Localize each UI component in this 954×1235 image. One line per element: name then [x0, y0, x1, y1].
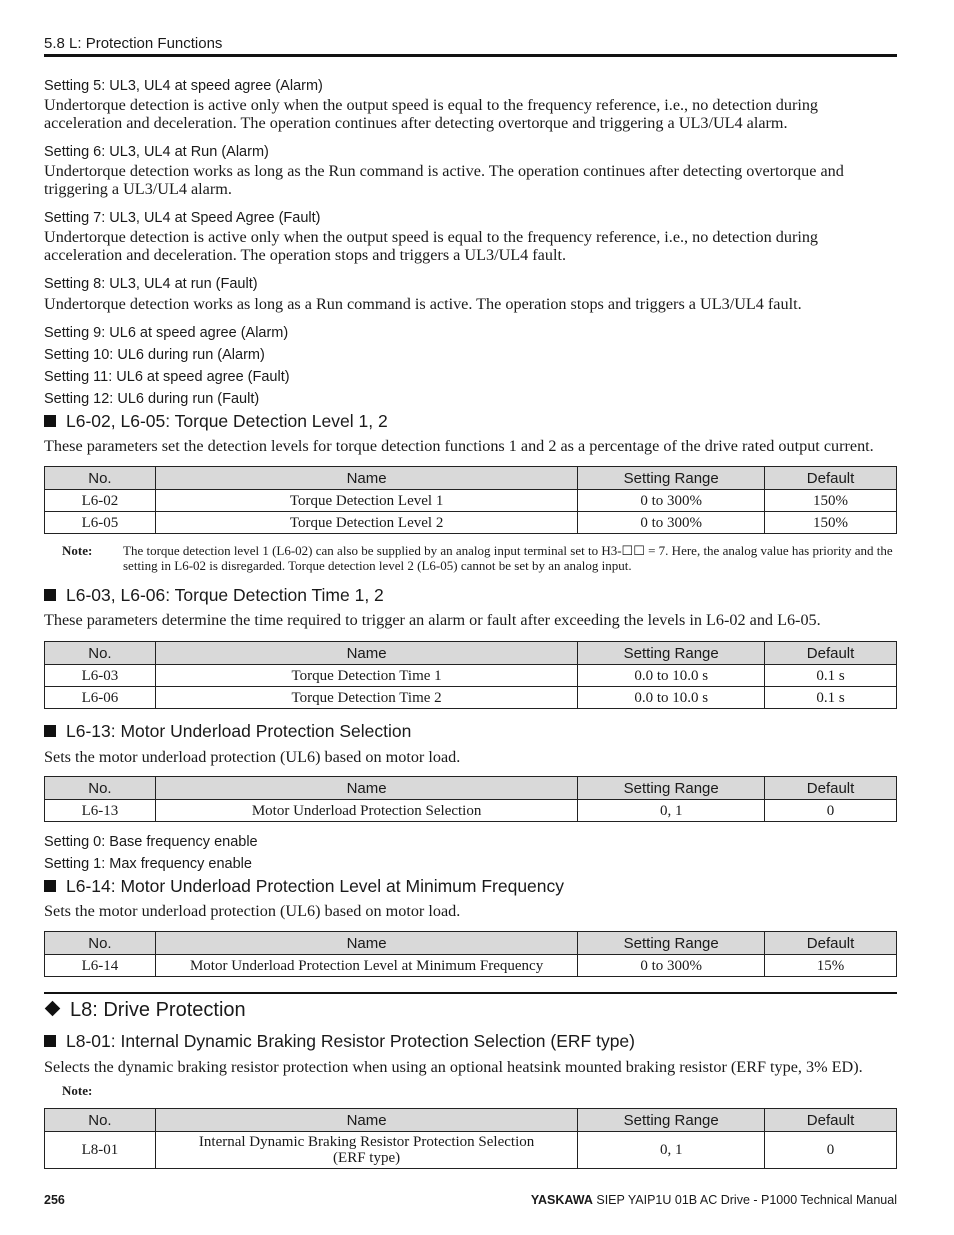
col-header-no: No. [45, 777, 156, 800]
setting-10-title: Setting 10: UL6 during run (Alarm) [44, 347, 265, 363]
col-header-default: Default [765, 932, 897, 955]
header-rule [44, 54, 897, 57]
diamond-bullet-icon [45, 1001, 61, 1017]
param-table-l6-02 [44, 466, 897, 534]
param-name: Torque Detection Level 1 [155, 490, 577, 512]
param-no: L6-05 [45, 512, 156, 534]
col-header-range: Setting Range [578, 1109, 765, 1132]
param-default: 0 [765, 800, 897, 822]
param-name-line-2: (ERF type) [333, 1150, 401, 1166]
param-table-l6-14 [44, 931, 897, 977]
param-no: L8-01 [45, 1132, 156, 1169]
setting-6-title: Setting 6: UL3, UL4 at Run (Alarm) [44, 144, 269, 160]
param-range: 0 to 300% [578, 490, 765, 512]
param-name [155, 1132, 577, 1169]
table-header-row [45, 1109, 897, 1132]
param-default: 15% [765, 955, 897, 977]
param-name: Torque Detection Time 2 [155, 687, 577, 709]
square-bullet-icon [44, 880, 56, 892]
col-header-no: No. [45, 467, 156, 490]
square-bullet-icon [44, 415, 56, 427]
param-table-l6-13 [44, 776, 897, 822]
setting-7-title: Setting 7: UL3, UL4 at Speed Agree (Fault) [44, 210, 321, 226]
table-row [45, 512, 897, 534]
param-default: 0.1 s [765, 665, 897, 687]
l6-13-intro: Sets the motor underload protection (UL6) based on motor load. [44, 748, 461, 766]
col-header-no: No. [45, 932, 156, 955]
page-number: 256 [44, 1193, 65, 1207]
l6-02-intro: These parameters set the detection levels for torque detection functions 1 and 2 as a percentage of the drive rated output current. [44, 437, 874, 455]
col-header-name: Name [155, 932, 577, 955]
param-name: Motor Underload Protection Level at Minimum Frequency [155, 955, 577, 977]
square-bullet-icon [44, 589, 56, 601]
param-default: 150% [765, 490, 897, 512]
heading-l6-14: L6-14: Motor Underload Protection Level at Minimum Frequency [44, 875, 897, 897]
param-range: 0.0 to 10.0 s [578, 665, 765, 687]
col-header-name: Name [155, 467, 577, 490]
param-no: L6-06 [45, 687, 156, 709]
param-name: Torque Detection Level 2 [155, 512, 577, 534]
param-name: Motor Underload Protection Selection [155, 800, 577, 822]
param-no: L6-14 [45, 955, 156, 977]
param-no: L6-02 [45, 490, 156, 512]
section-title: 5.8 L: Protection Functions [44, 35, 223, 52]
param-default: 0.1 s [765, 687, 897, 709]
table-row [45, 490, 897, 512]
table-header-row [45, 777, 897, 800]
table-header-row [45, 642, 897, 665]
col-header-range: Setting Range [578, 467, 765, 490]
col-header-range: Setting Range [578, 642, 765, 665]
heading-l6-02: L6-02, L6-05: Torque Detection Level 1, 2 [44, 410, 897, 432]
heading-l8: L8: Drive Protection [44, 998, 897, 1022]
setting-6-text: Undertorque detection works as long as the Run command is active. The operation continues after detecting overtorque and triggering a UL3/UL4 alarm. [44, 162, 844, 198]
square-bullet-icon [44, 1035, 56, 1047]
param-table-l6-03 [44, 641, 897, 709]
note-text: The torque detection level 1 (L6-02) can also be supplied by an analog input terminal set to H3-☐☐ = 7. Here, the analog value has priority and the setting in L6-02 is disregarded. Torque detection level 2 (L6-05) cannot be set by an analog input. [123, 543, 893, 573]
param-range: 0, 1 [578, 1132, 765, 1169]
col-header-name: Name [155, 1109, 577, 1132]
heading-l8-01: L8-01: Internal Dynamic Braking Resistor Protection Selection (ERF type) [44, 1030, 897, 1052]
setting-0-title: Setting 0: Base frequency enable [44, 834, 258, 850]
setting-8-text: Undertorque detection works as long as a Run command is active. The operation stops and triggers a UL3/UL4 fault. [44, 295, 802, 313]
table-row [45, 800, 897, 822]
setting-12-title: Setting 12: UL6 during run (Fault) [44, 391, 260, 407]
param-default: 0 [765, 1132, 897, 1169]
footer-manual-title [531, 1193, 897, 1207]
col-header-default: Default [765, 1109, 897, 1132]
setting-5-title: Setting 5: UL3, UL4 at speed agree (Alarm) [44, 78, 323, 94]
section-rule [44, 992, 897, 994]
param-range: 0 to 300% [578, 512, 765, 534]
col-header-default: Default [765, 777, 897, 800]
setting-5-text: Undertorque detection is active only when the output speed is equal to the frequency reference, i.e., no detection during acceleration and deceleration. The operation continues after detecting overtorque and triggering a UL3/UL4 alarm. [44, 96, 819, 132]
param-range: 0 to 300% [578, 955, 765, 977]
setting-8-title: Setting 8: UL3, UL4 at run (Fault) [44, 276, 258, 292]
param-range: 0.0 to 10.0 s [578, 687, 765, 709]
table-row [45, 687, 897, 709]
param-name-line-1: Internal Dynamic Braking Resistor Protection Selection [198, 1134, 535, 1150]
table-row [45, 955, 897, 977]
table-header-row [45, 467, 897, 490]
param-table-l8-01 [44, 1108, 897, 1169]
l8-01-intro: Selects the dynamic braking resistor protection when using an optional heatsink mounted braking resistor (ERF type, 3% ED). [44, 1058, 863, 1076]
param-no: L6-03 [45, 665, 156, 687]
param-range: 0, 1 [578, 800, 765, 822]
heading-l6-13: L6-13: Motor Underload Protection Selection [44, 720, 897, 742]
setting-11-title: Setting 11: UL6 at speed agree (Fault) [44, 369, 290, 385]
l6-14-intro: Sets the motor underload protection (UL6) based on motor load. [44, 902, 461, 920]
l6-03-intro: These parameters determine the time required to trigger an alarm or fault after exceeding the levels in L6-02 and L6-05. [44, 611, 821, 629]
setting-9-title: Setting 9: UL6 at speed agree (Alarm) [44, 325, 289, 341]
col-header-range: Setting Range [578, 932, 765, 955]
table-row [45, 665, 897, 687]
param-name: Torque Detection Time 1 [155, 665, 577, 687]
col-header-default: Default [765, 467, 897, 490]
note-label: Note: [62, 543, 93, 558]
brand-name: YASKAWA [530, 1193, 593, 1207]
param-no: L6-13 [45, 800, 156, 822]
col-header-range: Setting Range [578, 777, 765, 800]
param-default: 150% [765, 512, 897, 534]
col-header-no: No. [45, 642, 156, 665]
col-header-no: No. [45, 1109, 156, 1132]
setting-1-title: Setting 1: Max frequency enable [44, 856, 252, 872]
col-header-name: Name [155, 777, 577, 800]
doc-title: SIEP YAIP1U 01B AC Drive - P1000 Technical Manual [596, 1193, 897, 1207]
note-label: Note: [62, 1083, 93, 1098]
setting-7-text: Undertorque detection is active only when the output speed is equal to the frequency reference, i.e., no detection during acceleration and deceleration. The operation stops and triggers a UL3/UL4 fault. [44, 228, 819, 264]
col-header-default: Default [765, 642, 897, 665]
heading-l6-03: L6-03, L6-06: Torque Detection Time 1, 2 [44, 584, 897, 606]
table-header-row [45, 932, 897, 955]
col-header-name: Name [155, 642, 577, 665]
table-row [45, 1132, 897, 1169]
square-bullet-icon [44, 725, 56, 737]
